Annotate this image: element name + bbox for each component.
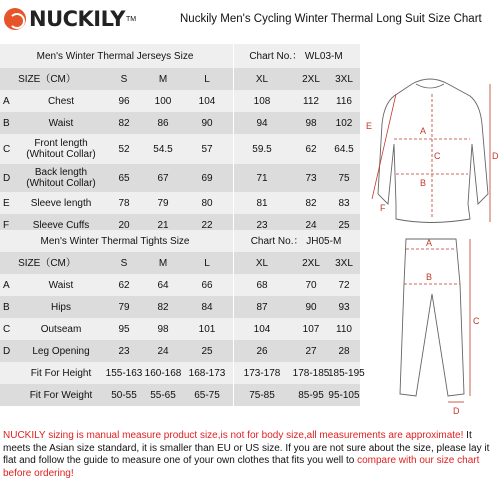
table-cell: 110 [336,323,352,335]
row-label-note: (Whitout Collar) [26,149,96,160]
tights-label-c: C [473,316,480,326]
table-cell: 112 [303,95,319,107]
logo-trademark: TM [125,15,137,23]
jerseys-chart-no: Chart No.： WL03-M [249,50,343,62]
table-cell: 66 [201,279,213,291]
jerseys-heading-row [0,44,360,68]
table-row [0,164,360,192]
table-cell: 102 [335,117,353,129]
table-cell: 95-105 [328,389,360,401]
table-cell: 93 [338,301,350,313]
table-cell: 59.5 [252,143,272,155]
table-cell: 50-55 [111,389,137,401]
table-cell: 22 [201,219,213,231]
table-cell: 67 [157,172,169,184]
table-cell: 100 [154,95,172,107]
table-cell: 27 [305,345,317,357]
table-cell: 65 [118,172,130,184]
table-cell: 160-168 [144,367,182,379]
table-cell: 101 [198,323,216,335]
row-key: B [3,117,10,129]
table-cell: 26 [256,345,268,357]
row-label: Fit For Weight [29,389,93,401]
table-row [0,112,360,134]
table-cell: 71 [256,172,268,184]
table-row [0,274,360,296]
table-cell: 54.5 [153,143,173,155]
table-cell: 104 [198,95,216,107]
table-cell: 185-195 [328,367,365,379]
row-label: Waist [48,279,74,291]
table-cell: 85-95 [298,389,324,401]
tights-size-label: SIZE（CM） [18,257,76,269]
table-cell: 65-75 [194,389,220,401]
size-header: L [204,73,210,85]
measurement-figures [360,44,500,424]
row-label: Sleeve length [30,197,92,209]
table-cell: 78 [118,197,130,209]
size-header: XL [255,73,269,85]
table-row [0,192,360,214]
tights-label-a: A [426,238,433,248]
table-cell: 82 [305,197,317,209]
table-cell: 104 [253,323,271,335]
row-label: Outseam [40,323,82,335]
brand-logo [4,7,136,31]
size-header: S [120,73,128,85]
row-label: Leg Opening [32,345,90,357]
table-cell: 28 [338,345,350,357]
size-header: M [158,73,168,85]
table-divider [233,44,234,236]
table-cell: 64 [157,279,169,291]
jersey-label-e: E [366,121,373,131]
table-cell: 80 [201,197,213,209]
row-label: Chest [47,95,75,107]
note-warning: NUCKILY sizing is manual measure product size,is not for body size,all measurements are approximate! [3,430,464,441]
logo-text: NUCKILY [29,7,125,31]
tights-illustration [400,238,480,416]
table-cell: 98 [157,323,169,335]
jersey-label-c: C [434,151,441,161]
table-cell: 82 [118,117,130,129]
logo-mark-icon [4,8,26,30]
jersey-label-a: A [420,126,427,136]
table-cell: 62 [118,279,130,291]
row-label: Fit For Height [30,367,92,379]
table-cell: 23 [256,219,268,231]
size-header: 3XL [335,73,353,85]
table-row [0,384,360,406]
jerseys-size-label: SIZE（CM） [18,73,76,85]
jersey-label-b: B [420,178,427,188]
row-label: Back length [34,167,88,178]
table-row [0,340,360,362]
jersey-label-f: F [380,203,386,213]
note-body: It meets the Asian size standard, it is smaller than EU or US size. If you are not sure about the size, please lay it flat and follow the guide to measure one of your own clothes that fits you well to [3,430,490,466]
table-row [0,134,360,164]
table-cell: 87 [256,301,268,313]
jerseys-heading: Men's Winter Thermal Jerseys Size [36,50,194,62]
table-cell: 70 [305,279,317,291]
page-title: Nuckily Men's Cycling Winter Thermal Long Suit Size Chart [180,13,482,25]
table-divider [233,230,234,406]
table-cell: 52 [118,143,130,155]
size-header: 2XL [302,257,320,269]
row-key: E [3,197,10,209]
table-cell: 24 [157,345,169,357]
table-cell: 94 [256,117,268,129]
row-key: D [3,172,11,184]
table-row [0,318,360,340]
tights-chart-no: Chart No.： JH05-M [250,235,342,247]
garment-illustration [360,44,500,424]
tights-size-table [0,230,365,401]
table-cell: 81 [256,197,268,209]
row-label: Sleeve Cuffs [32,219,90,231]
table-cell: 168-173 [188,367,226,379]
table-cell: 68 [256,279,268,291]
row-label: Hips [50,301,71,313]
table-cell: 116 [336,95,352,107]
table-cell: 107 [302,323,320,335]
row-label: Waist [48,117,74,129]
tights-label-b: B [426,272,433,282]
row-key: C [3,143,11,155]
table-cell: 90 [305,301,317,313]
sizing-note [3,430,497,480]
table-cell: 79 [157,197,169,209]
table-cell: 20 [118,219,130,231]
tights-heading: Men's Winter Thermal Tights Size [40,235,190,247]
header [0,0,500,38]
table-cell: 98 [305,117,317,129]
table-cell: 25 [201,345,213,357]
size-header: M [158,257,168,269]
row-key: A [3,279,10,291]
size-header: 2XL [302,73,320,85]
table-cell: 96 [118,95,130,107]
jerseys-size-table [0,44,360,236]
table-cell: 108 [253,95,271,107]
table-row [0,90,360,112]
table-cell: 75 [338,172,350,184]
table-cell: 95 [118,323,130,335]
row-key: B [3,301,10,313]
table-cell: 24 [305,219,317,231]
table-cell: 73 [305,172,317,184]
jerseys-size-header-row [0,68,360,90]
row-key: C [3,323,11,335]
table-cell: 178-185 [292,367,330,379]
table-cell: 173-178 [243,367,281,379]
row-key: F [3,219,10,231]
tights-heading-row [0,230,360,252]
note-compare-warning: compare with our size chart before ordering! [3,455,480,479]
size-header: L [204,257,210,269]
table-cell: 72 [338,279,350,291]
table-cell: 55-65 [150,389,176,401]
size-header: XL [255,257,269,269]
row-label: Front length [34,138,88,149]
tights-label-d: D [453,406,460,416]
table-cell: 86 [157,117,169,129]
table-cell: 62 [305,143,317,155]
tights-size-header-row [0,252,360,274]
table-cell: 25 [338,219,350,231]
table-row [0,362,365,384]
table-cell: 82 [157,301,169,313]
table-cell: 21 [157,219,169,231]
table-cell: 83 [338,197,350,209]
table-cell: 84 [201,301,213,313]
table-cell: 69 [201,172,213,184]
row-key: A [3,95,10,107]
table-cell: 57 [201,143,213,155]
table-cell: 23 [118,345,130,357]
table-cell: 75-85 [249,389,275,401]
table-row [0,296,360,318]
jersey-illustration [366,79,499,223]
row-key: D [3,345,11,357]
size-header: S [120,257,128,269]
table-cell: 90 [201,117,213,129]
table-cell: 155-163 [105,367,143,379]
size-header: 3XL [335,257,353,269]
table-cell: 64.5 [334,143,354,155]
jersey-label-d: D [492,151,499,161]
row-label-note: (Whitout Collar) [26,178,96,189]
table-cell: 79 [118,301,130,313]
